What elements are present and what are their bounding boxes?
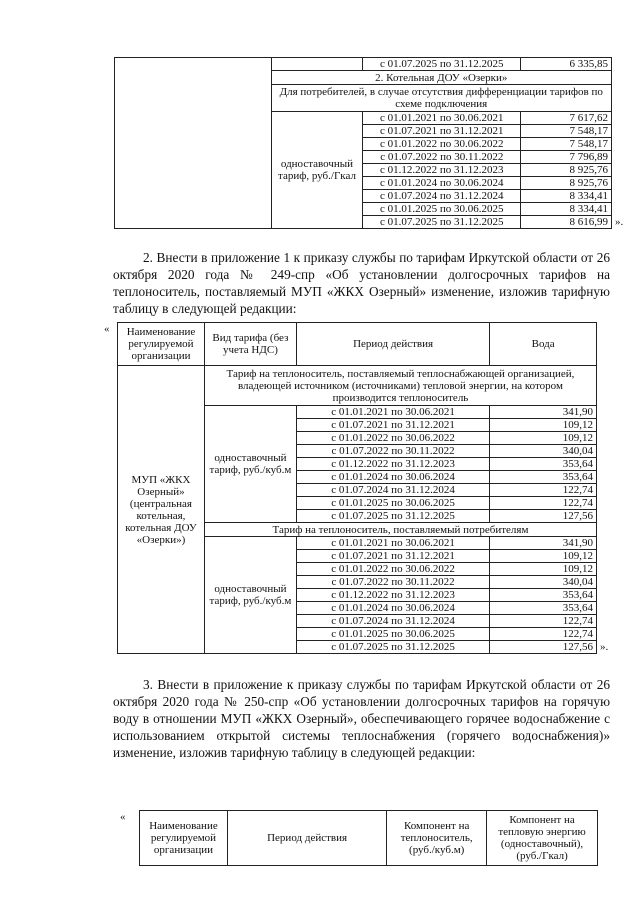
period-cell: с 01.12.2022 по 31.12.2023 xyxy=(296,589,489,602)
header-value: Вода xyxy=(490,323,597,366)
section-title: Тариф на теплоноситель, поставляемый потребителям xyxy=(204,523,596,537)
section-title: Тариф на теплоноситель, поставляемый теплоснабжающей организацией, владеющей источником (источниками) тепловой энергии, на котором производится теплоноситель xyxy=(204,366,596,406)
period-cell: с 01.01.2021 по 30.06.2021 xyxy=(296,406,489,419)
period-cell: с 01.01.2022 по 30.06.2022 xyxy=(296,432,489,445)
tariff-kind-label: одноставочный тариф, руб./Гкал xyxy=(271,112,363,229)
value-cell: 8 616,99 xyxy=(521,216,612,229)
value-cell: 122,74 xyxy=(490,484,597,497)
paragraph-3: 3. Внести в приложение к приказу службы по тарифам Иркутской области от 26 октября 2020 года № 250-спр «Об установлении долгосрочных тарифов на горячую воду в отношении МУП «ЖКХ Озерный», обеспечивающего горячее водоснабжение с использованием открытой системы теплоснабжения (горячего водоснабжения)» изменение, изложив тарифную таблицу в следующей редакции: xyxy=(113,677,610,760)
value-cell: 122,74 xyxy=(490,615,597,628)
organization-name: МУП «ЖКХ Озерный» (центральная котельная, котельная ДОУ «Озерки») xyxy=(118,366,205,654)
close-quote-mark: ». xyxy=(615,216,624,228)
value-cell: 353,64 xyxy=(490,589,597,602)
value-cell: 127,56 xyxy=(490,510,597,523)
period-cell: с 01.12.2022 по 31.12.2023 xyxy=(363,164,521,177)
period-cell: с 01.07.2025 по 31.12.2025 xyxy=(296,510,489,523)
header-period: Период действия xyxy=(227,811,386,866)
value-cell: 341,90 xyxy=(490,406,597,419)
paragraph-2: 2. Внести в приложение 1 к приказу службы по тарифам Иркутской области от 26 октября 2020 года № 249-спр «Об установлении долгосрочных тарифов на теплоноситель, поставляемый МУП «ЖКХ Озерный» изменение, изложив тарифную таблицу в следующей редакции: xyxy=(113,250,610,316)
period-cell: с 01.01.2025 по 30.06.2025 xyxy=(363,203,521,216)
empty-kind-cell xyxy=(271,58,363,71)
header-org: Наименование регулируемой организации xyxy=(118,323,205,366)
value-cell: 353,64 xyxy=(490,602,597,615)
period-cell: с 01.07.2021 по 31.12.2021 xyxy=(296,550,489,563)
value-cell: 7 796,89 xyxy=(521,151,612,164)
value-cell: 122,74 xyxy=(490,497,597,510)
header-kind: Вид тарифа (без учета НДС) xyxy=(204,323,296,366)
value-cell: 7 548,17 xyxy=(521,138,612,151)
value-cell: 353,64 xyxy=(490,458,597,471)
section-title: 2. Котельная ДОУ «Озерки» xyxy=(271,71,611,85)
period-cell: с 01.07.2022 по 30.11.2022 xyxy=(296,576,489,589)
period-cell: с 01.07.2022 по 30.11.2022 xyxy=(363,151,521,164)
period-cell: с 01.01.2022 по 30.06.2022 xyxy=(296,563,489,576)
period-cell: с 01.01.2021 по 30.06.2021 xyxy=(363,112,521,125)
section-note: Для потребителей, в случае отсутствия дифференциации тарифов по схеме подключения xyxy=(271,85,611,112)
value-cell: 122,74 xyxy=(490,628,597,641)
period-cell: с 01.07.2025 по 31.12.2025 xyxy=(296,641,489,654)
period-cell: с 01.07.2021 по 31.12.2021 xyxy=(296,419,489,432)
period-cell: с 01.07.2021 по 31.12.2021 xyxy=(363,125,521,138)
period-cell: с 01.01.2022 по 30.06.2022 xyxy=(363,138,521,151)
period-cell: с 01.01.2024 по 30.06.2024 xyxy=(296,471,489,484)
period-cell: с 01.01.2025 по 30.06.2025 xyxy=(296,628,489,641)
period-cell: с 01.07.2025 по 31.12.2025 xyxy=(363,58,521,71)
header-energy-component: Компонент на тепловую энергию (одноставочный), (руб./Гкал) xyxy=(487,811,598,866)
period-cell: с 01.01.2025 по 30.06.2025 xyxy=(296,497,489,510)
water-tariff-table xyxy=(117,322,597,654)
period-cell: с 01.07.2024 по 31.12.2024 xyxy=(296,484,489,497)
value-cell: 109,12 xyxy=(490,432,597,445)
value-cell: 353,64 xyxy=(490,471,597,484)
tariff-kind-label: одноставочный тариф, руб./куб.м xyxy=(204,406,296,523)
period-cell: с 01.07.2025 по 31.12.2025 xyxy=(363,216,521,229)
value-cell: 340,04 xyxy=(490,576,597,589)
period-cell: с 01.01.2024 по 30.06.2024 xyxy=(296,602,489,615)
value-cell: 8 925,76 xyxy=(521,164,612,177)
value-cell: 109,12 xyxy=(490,550,597,563)
close-quote-mark-2: ». xyxy=(600,641,609,653)
period-cell: с 01.07.2024 по 31.12.2024 xyxy=(363,190,521,203)
header-period: Период действия xyxy=(296,323,489,366)
period-cell: с 01.12.2022 по 31.12.2023 xyxy=(296,458,489,471)
value-cell: 8 925,76 xyxy=(521,177,612,190)
value-cell: 7 548,17 xyxy=(521,125,612,138)
value-cell: 6 335,85 xyxy=(521,58,612,71)
value-cell: 8 334,41 xyxy=(521,203,612,216)
tariff-kind-label: одноставочный тариф, руб./куб.м xyxy=(204,537,296,654)
value-cell: 340,04 xyxy=(490,445,597,458)
value-cell: 7 617,62 xyxy=(521,112,612,125)
header-org: Наименование регулируемой организации xyxy=(140,811,228,866)
value-cell: 127,56 xyxy=(490,641,597,654)
open-quote-mark: « xyxy=(104,323,110,335)
empty-org-cell xyxy=(115,58,272,229)
header-carrier-component: Компонент на теплоноситель, (руб./куб.м) xyxy=(387,811,487,866)
period-cell: с 01.01.2024 по 30.06.2024 xyxy=(363,177,521,190)
value-cell: 341,90 xyxy=(490,537,597,550)
open-quote-mark-2: « xyxy=(120,811,126,823)
period-cell: с 01.07.2024 по 31.12.2024 xyxy=(296,615,489,628)
period-cell: с 01.01.2021 по 30.06.2021 xyxy=(296,537,489,550)
period-cell: с 01.07.2022 по 30.11.2022 xyxy=(296,445,489,458)
value-cell: 109,12 xyxy=(490,563,597,576)
value-cell: 8 334,41 xyxy=(521,190,612,203)
value-cell: 109,12 xyxy=(490,419,597,432)
heat-tariff-table xyxy=(114,57,612,229)
hot-water-tariff-table xyxy=(139,810,598,866)
